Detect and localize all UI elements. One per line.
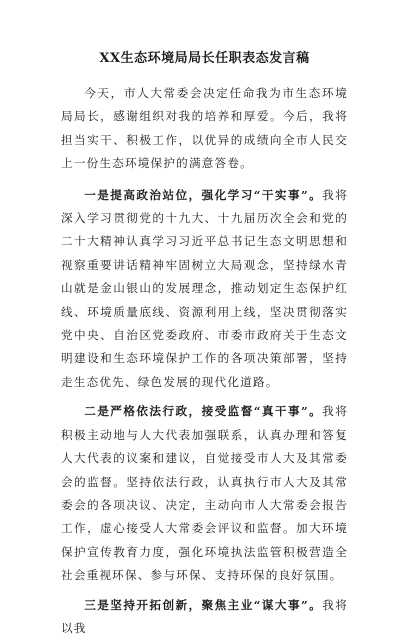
- document-title: XX生态环境局局长任职表态发言稿: [99, 51, 310, 66]
- paragraph-point-3: [61, 594, 348, 640]
- paragraph-point-1-heading: 一是提高政治站位，强化学习“干实事”。: [84, 187, 323, 202]
- paragraph-intro-body: 今天，市人大常委会决定任命我为市生态环境局局长，感谢组织对我的培养和厚爱。今后，我将担当实干、积极工作，以优异的成绩向全市人民交上一份生态环境保护的满意答卷。: [61, 86, 348, 171]
- paragraph-point-2-body: 我将积极主动地与人大代表加强联系，认真办理和答复人大代表的议案和建议，自觉接受市人大及其常委会的监督。坚持依法行政，认真执行市人大及其常委会的各项决议、决定，主动向市人大常委会报告工作，虚心接受人大常委会评议和监督。加大环境保护宣传教育力度，强化环境执法监管积极营造全社会重视环保、参与环保、支持环保的良好氛围。: [61, 404, 348, 583]
- paragraph-point-1-body: 我将深入学习贯彻党的十九大、十九届历次全会和党的二十大精神认真学习习近平总书记生态文明思想和视察重要讲话精神牢固树立大局观念，坚持绿水青山就是金山银山的发展理念，推动划定生态保护红线、环境质量底线、资源利用上线，坚决贯彻落实党中央、自治区党委政府、市委市政府关于生态文明建设和生态环境保护工作的各项决策部署，坚持走生态优先、绿色发展的现代化道路。: [61, 187, 348, 389]
- paragraph-point-2: [61, 400, 348, 587]
- paragraph-point-1: [61, 184, 348, 395]
- paragraph-point-2-heading: 二是严格依法行政，接受监督“真干事”。: [84, 404, 323, 419]
- paragraph-point-3-body: 我将以我: [61, 597, 348, 635]
- paragraph-intro: [61, 82, 348, 176]
- paragraph-point-3-heading: 三是坚持开拓创新，聚焦主业“谋大事”。: [84, 597, 323, 612]
